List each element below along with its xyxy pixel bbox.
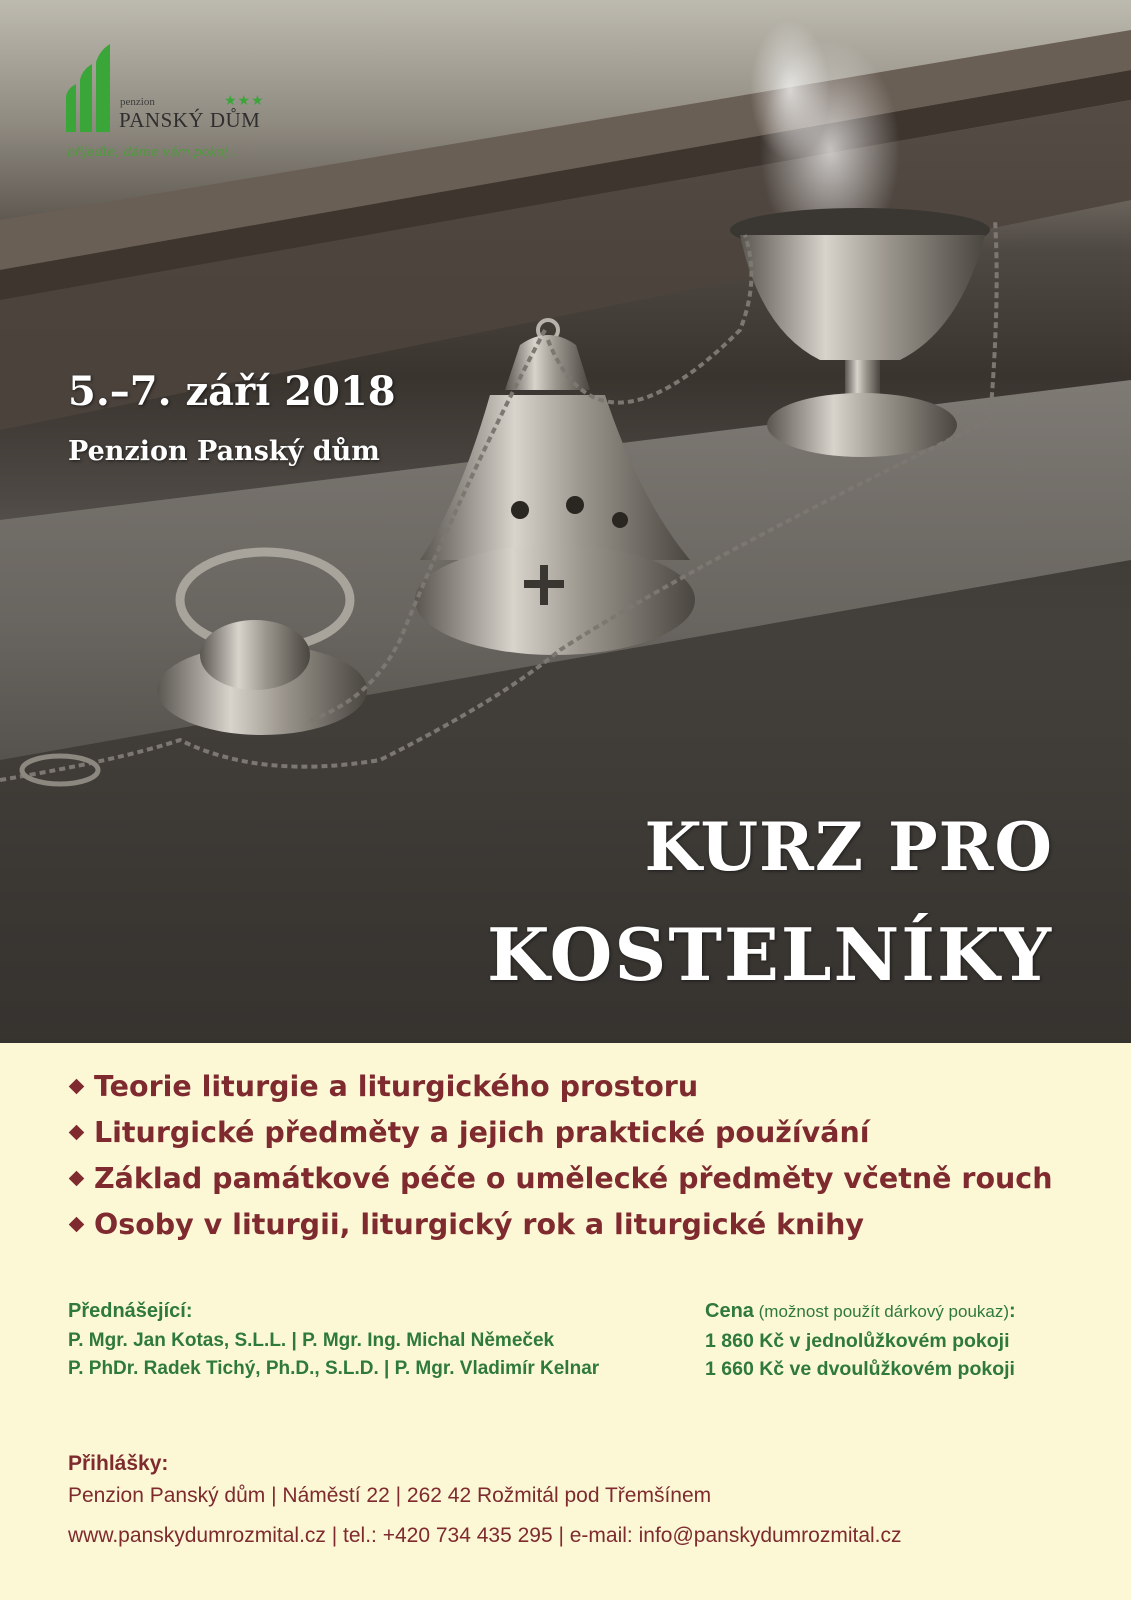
lecturers-heading: Přednášející:: [68, 1300, 193, 1322]
topic-text: Liturgické předměty a jejich praktické používání: [94, 1116, 870, 1149]
topic-item: [68, 1160, 1088, 1206]
price-note: (možnost použít dárkový poukaz): [753, 1302, 1010, 1321]
price-heading: [705, 1300, 1016, 1323]
price-colon: :: [1009, 1300, 1016, 1322]
diamond-bullet-icon: [69, 1078, 85, 1094]
topic-item: [68, 1114, 1088, 1160]
topic-text: Teorie liturgie a liturgického prostoru: [94, 1070, 699, 1103]
logo-tagline: přijeďte, dáme vám pokoj...: [67, 144, 240, 159]
event-title-line1: KURZ PRO: [644, 808, 1053, 886]
price-line: 1 660 Kč ve dvoulůžkovém pokoji: [705, 1358, 1015, 1380]
diamond-bullet-icon: [69, 1124, 85, 1140]
topic-text: Osoby v liturgii, liturgický rok a liturgické knihy: [94, 1208, 864, 1241]
logo-small-text: penzion: [120, 96, 155, 108]
diamond-bullet-icon: [69, 1170, 85, 1186]
event-title-line2: KOSTELNÍKY: [487, 912, 1053, 997]
diamond-bullet-icon: [69, 1216, 85, 1232]
registration-address: Penzion Panský dům | Náměstí 22 | 262 42 Rožmitál pod Třemšínem: [68, 1484, 712, 1507]
lecturers-line: P. PhDr. Radek Tichý, Ph.D., S.L.D. | P. Mgr. Vladimír Kelnar: [68, 1358, 600, 1379]
lecturers-line: P. Mgr. Jan Kotas, S.L.L. | P. Mgr. Ing. Michal Němeček: [68, 1330, 555, 1351]
topic-item: [68, 1206, 1088, 1252]
registration-contact[interactable]: www.panskydumrozmital.cz | tel.: +420 734 435 295 | e-mail: info@panskydumrozmital.cz: [68, 1524, 902, 1547]
event-date: 5.–7. září 2018: [68, 368, 396, 415]
logo-main-text: PANSKÝ DŮM: [119, 108, 261, 132]
topic-text: Základ památkové péče o umělecké předměty včetně rouch: [94, 1162, 1053, 1195]
topic-item: [68, 1068, 1088, 1114]
logo: [64, 44, 294, 164]
registration-heading: Přihlášky:: [68, 1452, 169, 1475]
price-line: 1 860 Kč v jednolůžkovém pokoji: [705, 1330, 1010, 1352]
event-venue: Penzion Panský dům: [68, 436, 380, 467]
topics-list: [68, 1068, 1088, 1252]
price-label: Cena: [705, 1300, 754, 1322]
logo-stars: ★★★: [224, 92, 265, 108]
logo-bars-icon: [64, 44, 124, 134]
